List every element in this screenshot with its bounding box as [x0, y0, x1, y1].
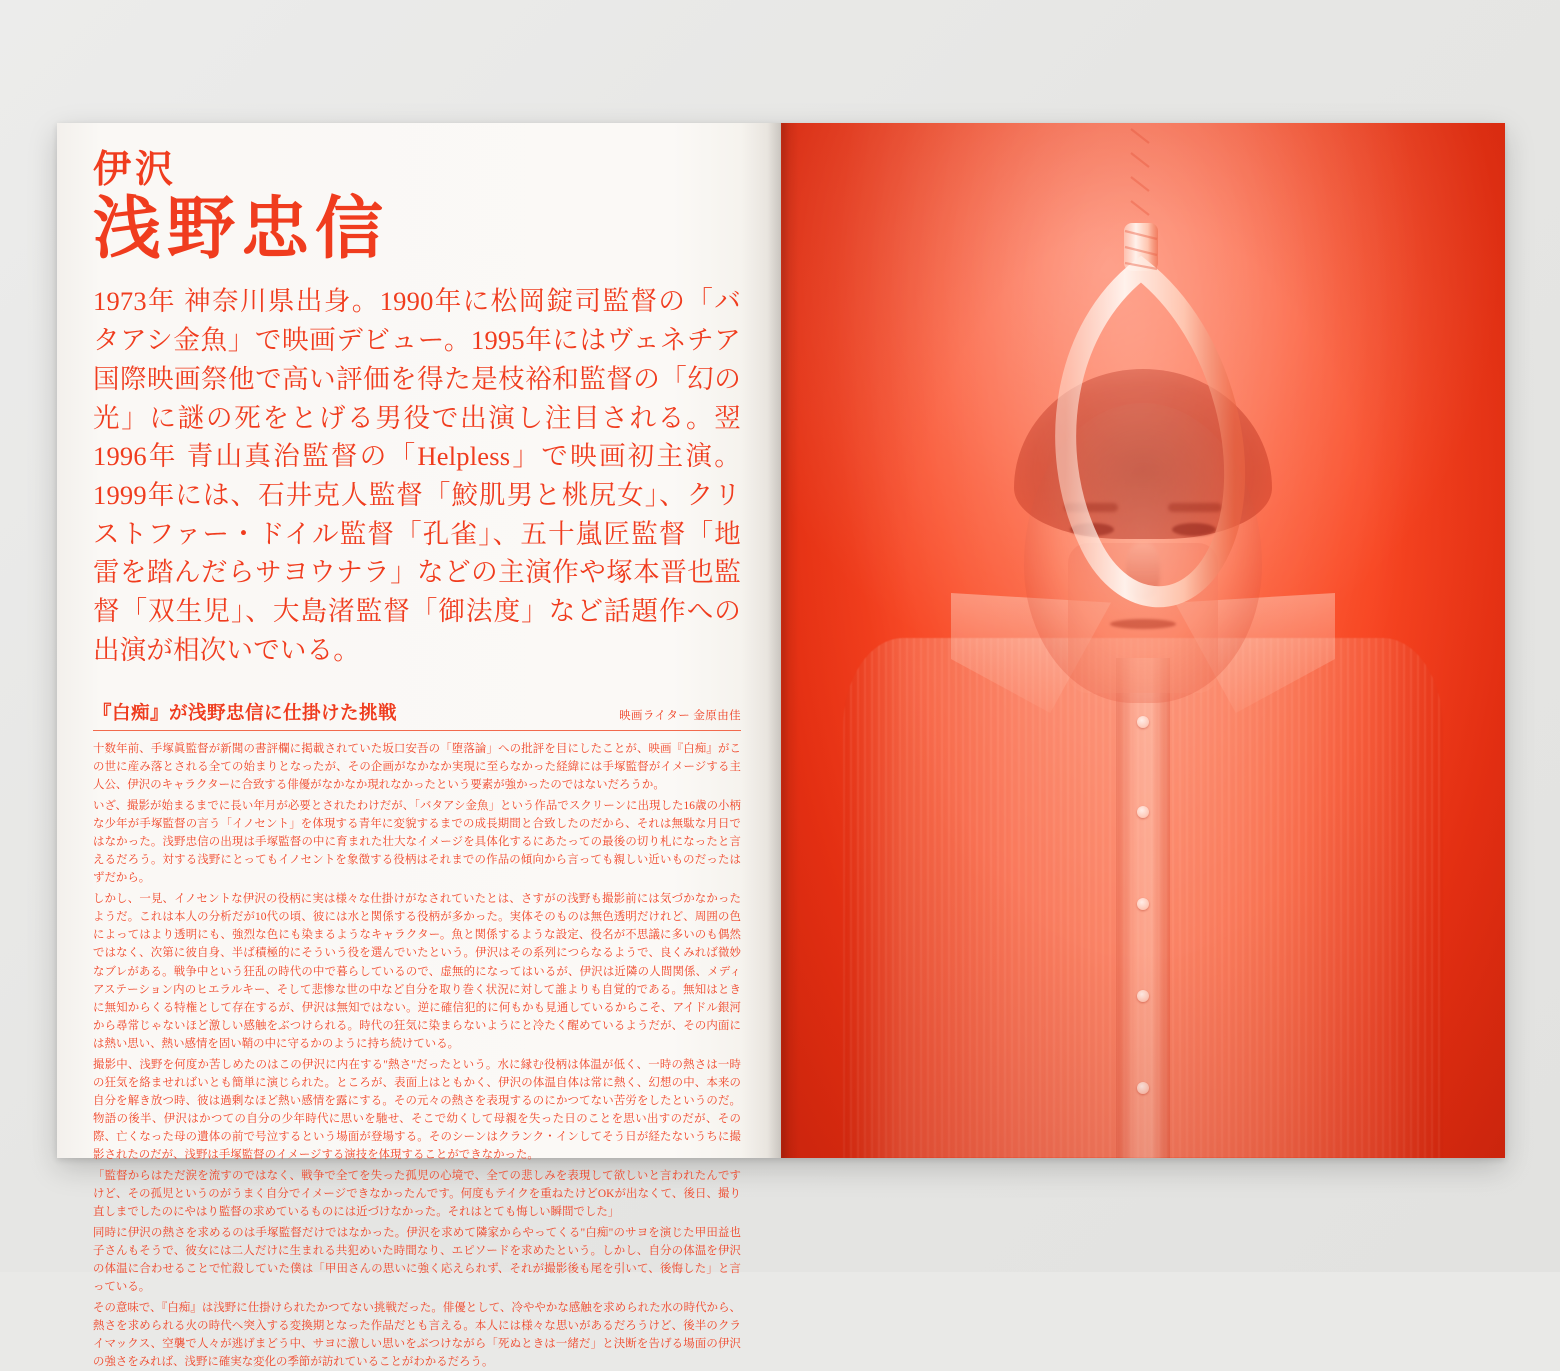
- magazine-spread: [57, 123, 1505, 1368]
- article-paragraph: 十数年前、手塚眞監督が新聞の書評欄に掲載されていた坂口安吾の「堕落論」への批評を目にしたことが、映画『白痴』がこの世に産み落とされる全ての始まりとなったが、その企画がなかなか実現に至らなかった経緯には手塚監督がイメージする主人公、伊沢のキャラクターに合致する俳優がなかなか現れなかったという要素が強かったのではないだろうか。: [93, 743, 741, 792]
- article-paragraph: いざ、撮影が始まるまでに長い年月が必要とされたわけだが、「バタアシ金魚」という作品でスクリーンに出現した16歳の小柄な少年が手塚監督の言う「イノセント」を体現する青年に変貌するまでの成長期間と合致したのだから、それは無駄な月日ではなかった。浅野忠信の出現は手塚監督の中に育まれた壮大なイメージを具体化するにあたっての最後の切り札になったと言えるだろう。対する浅野にとってもイノセントを象徴する役柄はそれまでの作品の傾向から言っても親しい近いものだったはずだから。: [93, 800, 741, 885]
- photo-vignette: [781, 123, 1505, 1158]
- article-subhead: 『白痴』が浅野忠信に仕掛けた挑戦: [93, 704, 398, 725]
- page-title: 浅野忠信: [93, 191, 390, 267]
- left-page-content: [57, 123, 781, 1371]
- article-header: [93, 699, 741, 731]
- article-paragraph: 同時に伊沢の熱さを求めるのは手塚監督だけではなかった。伊沢を求めて隣家からやってくる"白痴"のサヨを演じた甲田益也子さんもそうで、彼女には二人だけに生まれる共犯めいた時間なり、エピソードを求めたという。しかし、自分の体温を伊沢の体温に合わせることで忙殺していた僕は「甲田さんの思いに強く応えられず、それが撮影後も尾を引いて、後悔した」と言っている。: [93, 1226, 741, 1293]
- kicker-name: 伊沢: [93, 149, 178, 191]
- article-paragraph: しかし、一見、イノセントな伊沢の役柄に実は様々な仕掛けがなされていたとは、さすがの浅野も撮影前には気づかなかったようだ。これは本人の分析だが10代の頃、彼には水と関係する役柄が多かった。実体そのものは無色透明だけれど、周囲の色によってはより透明にも、強烈な色にも染まるようなキャラクター。魚と関係するような設定、役名が不思議に多いのも偶然ではなく、次第に彼自身、半ば積極的にそういう役を選んでいたという。伊沢はその系列につらなるようで、良くみれば微妙なブレがある。戦争中という狂乱の時代の中で暮らしているので、虚無的になってはいるが、伊沢は近隣の人間関係、メディアステーション内のヒエラルキー、そして悲惨な世の中など自分を取り巻く状況に対して誰よりも自覚的である。無知はときに無知からくる特権として存在するが、伊沢は無知ではない。逆に確信犯的に何もかも見通しているからこそ、アイドル銀河から尋常じゃないほど激しい感触をぶつけられる。時代の狂気に染まらないようにと冷たく醒めているようだが、その内面には熱い思い、熱い感情を固い鞘の中に守るかのように持ち続けている。: [93, 893, 741, 1050]
- right-page: [781, 123, 1505, 1158]
- article-paragraph: その意味で、『白痴』は浅野に仕掛けられたかつてない挑戦だった。俳優として、冷ややかな感触を求められた水の時代から、熱さを求められる火の時代へ突入する変換期となった作品だとも言える。本人には様々な思いがあるだろうけど、後半のクライマックス、空襲で人々が逃げまどう中、サヨに激しい思いをぶつけながら「死ぬときは一緒だ」と決断を告げる場面の伊沢の強さをみれば、浅野に確実な変化の季節が訪れていることがわかるだろう。: [93, 1301, 741, 1368]
- article-paragraph: 「監督からはただ涙を流すのではなく、戦争で全てを失った孤児の心境で、全ての悲しみを表現して欲しいと言われたんですけど、その孤児というのがうまく自分でイメージできなかったんです。何度もテイクを重ねたけどOKが出なくて、後日、撮り直しまでしたのにやはり監督の求めているものには近づけなかった。それはとても悔しい瞬間でした」: [93, 1169, 741, 1218]
- article-paragraph: 撮影中、浅野を何度か苦しめたのはこの伊沢に内在する"熱さ"だったという。水に縁む役柄は体温が低く、一時の熱さは一時の狂気を絡ませればいとも簡単に演じられた。ところが、表面上はともかく、伊沢の体温自体は常に熱く、幻想の中、本来の自分を解き放つ時、彼は過剰なほど熱い感情を露にする。その元々の熱さを表現するのにかつてない苦労をしたというのだ。物語の後半、伊沢はかつての自分の少年時代に思いを馳せ、そこで幼くして母親を失った日のことを思い出すのだが、その際、亡くなった母の遺体の前で号泣するという場面が登場する。そのシーンはクランク・インしてそう日が経たないうちに撮影されたのだが、浅野は手塚監督のイメージする演技を体現することができなかった。: [93, 1058, 741, 1161]
- page-edge-shading: [741, 123, 781, 1158]
- biography-paragraph: 1973年 神奈川県出身。1990年に松岡錠司監督の「バタアシ金魚」で映画デビュー。1995年にはヴェネチア国際映画祭他で高い評価を得た是枝裕和監督の「幻の光」に謎の死をとげる男役で出演し注目される。翌1996年 青山真治監督の「Helpless」で映画初主演。1999年には、石井克人監督「鮫肌男と桃尻女」、クリストファー・ドイル監督「孔雀」、五十嵐匠監督「地雷を踏んだらサヨウナラ」などの主演作や塚本晋也監督「双生児」、大島渚監督「御法度」など話題作への出演が相次いでいる。: [93, 286, 741, 665]
- left-page: [57, 123, 781, 1368]
- article-body: [93, 740, 741, 1371]
- portrait-photo: [781, 123, 1505, 1158]
- article-byline: 映画ライター 金原由佳: [619, 710, 741, 723]
